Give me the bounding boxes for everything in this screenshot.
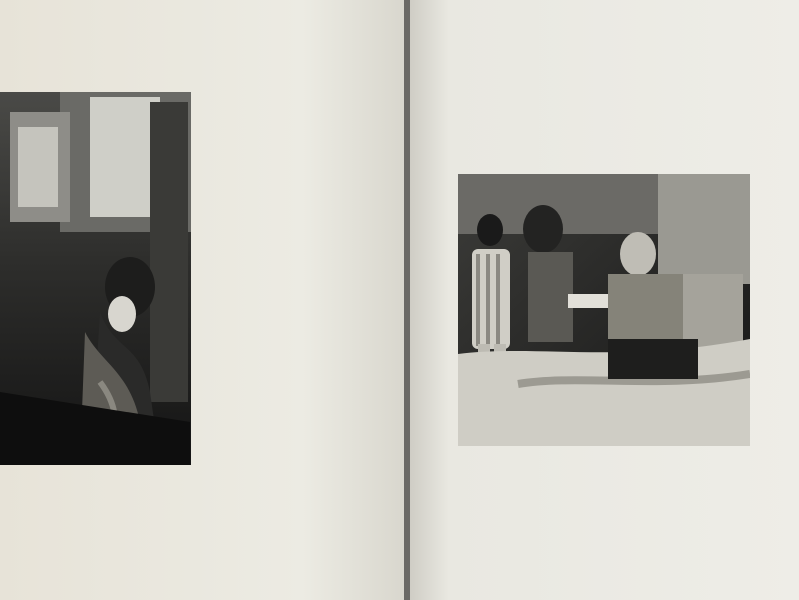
left-column-1-top-text — [0, 12, 188, 82]
right-column-2-bottom-text — [608, 456, 788, 592]
photo-children-in-hospital-image — [458, 174, 750, 446]
right-column-2-text — [614, 52, 788, 177]
left-photo-caption — [6, 478, 192, 482]
photo-child-with-cloth — [0, 92, 191, 465]
right-page — [410, 0, 799, 600]
right-column-1-text — [426, 50, 602, 172]
photo-child-with-cloth-image — [0, 92, 191, 465]
left-column-2-text — [190, 14, 398, 600]
photo-children-in-hospital — [458, 174, 750, 446]
left-column-1-bottom-text — [0, 487, 196, 600]
right-column-1-bottom-text — [424, 456, 604, 596]
